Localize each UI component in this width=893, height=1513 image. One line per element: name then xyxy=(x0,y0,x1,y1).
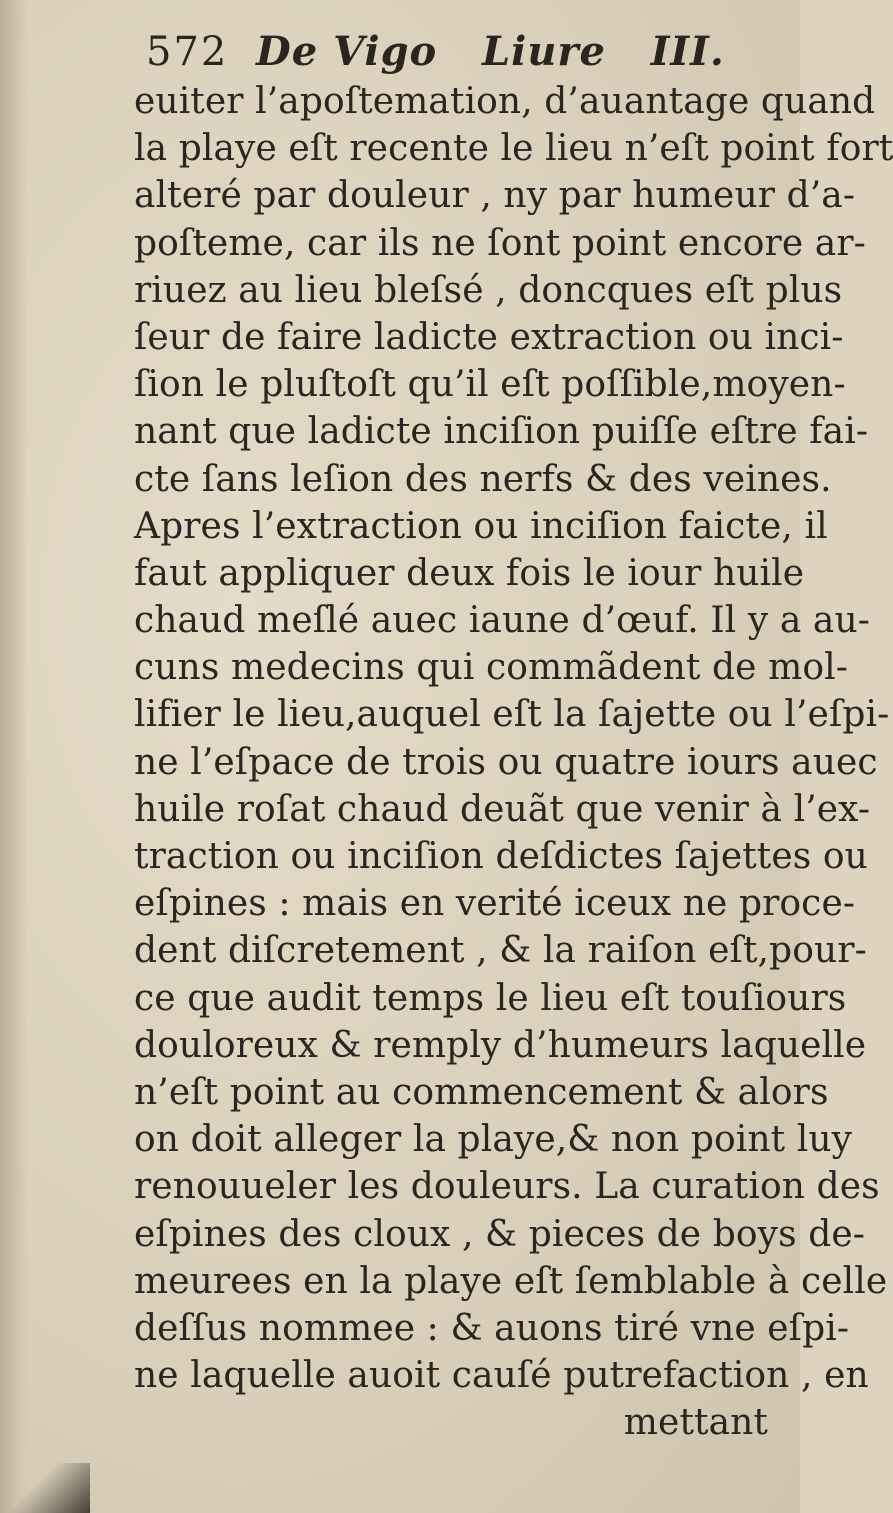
text-line: eſpines des cloux , & pieces de boys de- xyxy=(134,1213,866,1255)
text-line: Apres l’extraction ou inciſion faicte, il xyxy=(134,505,828,547)
text-line: renouueler les douleurs. La curation des xyxy=(134,1166,880,1208)
text-line: ſeur de faire ladicte extraction ou inci- xyxy=(134,316,844,358)
page-corner-shadow xyxy=(0,1463,90,1513)
text-line: huile roſat chaud deuãt que venir à l’ex- xyxy=(134,788,871,830)
text-line: nant que ladicte inciſion puiſſe eſtre fai- xyxy=(134,411,869,453)
page-header xyxy=(146,22,766,82)
text-line: la playe eſt recente le lieu n’eſt point fort xyxy=(134,128,893,170)
text-line: cuns medecins qui commãdent de mol- xyxy=(134,647,849,689)
text-line: deſſus nommee : & auons tiré vne eſpi- xyxy=(134,1307,850,1349)
page-gutter-shadow xyxy=(0,0,28,1513)
text-line: dent diſcretement , & la raiſon eſt,pour- xyxy=(134,930,867,972)
text-line: eſpines : mais en verité iceux ne proce- xyxy=(134,883,856,925)
page-number: 572 xyxy=(146,29,229,75)
text-line: ſion le pluſtoſt qu’il eſt poſſible,moyen- xyxy=(134,364,846,406)
text-line: n’eſt point au commencement & alors xyxy=(134,1071,829,1113)
running-title: De Vigo Liure III. xyxy=(256,28,725,75)
text-line: riuez au lieu bleſsé , doncques eſt plus xyxy=(134,269,843,311)
text-line: ne laquelle auoit cauſé putrefaction , en xyxy=(134,1355,869,1397)
text-line: ne l’eſpace de trois ou quatre iours auec xyxy=(134,741,878,783)
text-line: on doit alleger la playe,& non point luy xyxy=(134,1119,853,1161)
text-line: traction ou inciſion deſdictes ſajettes ou xyxy=(134,836,868,877)
text-line: meurees en la playe eſt ſemblable à celle xyxy=(134,1260,888,1302)
text-line: douloreux & remply d’humeurs laquelle xyxy=(134,1024,867,1066)
text-line: cte ſans leſion des nerfs & des veines. xyxy=(134,458,832,500)
text-line: poſteme, car ils ne ſont point encore ar- xyxy=(134,222,866,264)
body-text xyxy=(134,78,893,1446)
text-line: alteré par douleur , ny par humeur d’a- xyxy=(134,175,856,217)
text-line: euiter l’apoſtemation, d’auantage quand xyxy=(134,81,876,122)
catchword: mettant xyxy=(623,1402,768,1444)
text-line: ce que audit temps le lieu eſt touſiours xyxy=(134,977,847,1019)
text-line: lifier le lieu,auquel eſt la ſajette ou l’eſpi- xyxy=(134,694,890,736)
text-line: chaud meſlé auec iaune d’œuf. Il y a au- xyxy=(134,600,871,642)
text-line: faut appliquer deux fois le iour huile xyxy=(134,552,805,594)
